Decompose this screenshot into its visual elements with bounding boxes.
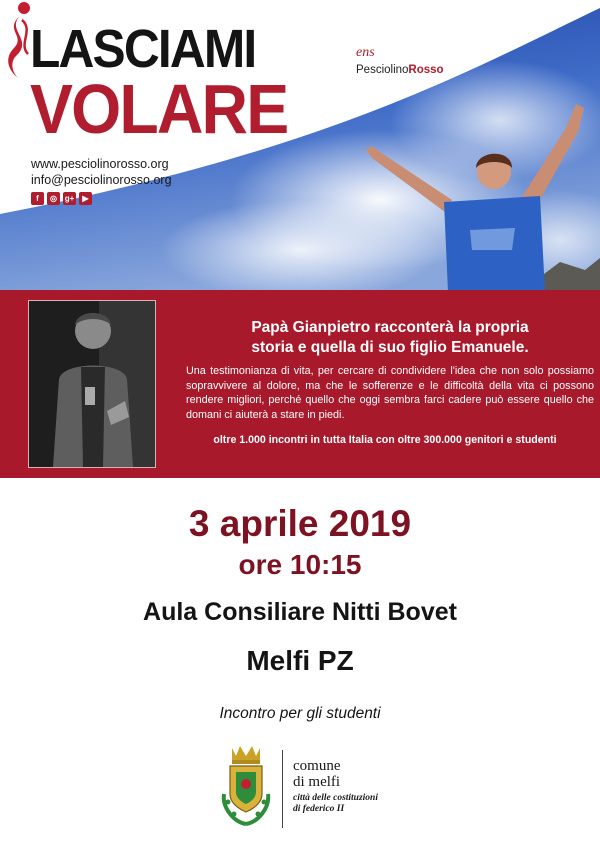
logo-name: PesciolinoRosso bbox=[356, 64, 444, 76]
pesciolino-rosso-logo-icon bbox=[0, 0, 40, 80]
facebook-icon[interactable]: f bbox=[31, 192, 44, 205]
event-subtitle: Incontro per gli studenti bbox=[219, 705, 381, 722]
event-venue: Aula Consiliare Nitti Bovet bbox=[143, 598, 457, 626]
band-heading: Papà Gianpietro racconterà la propria storia e quella di suo figlio Emanuele. bbox=[251, 319, 529, 356]
title-line-2: VOLARE bbox=[30, 70, 288, 148]
speaker-photo bbox=[28, 300, 156, 468]
comune-crest-icon bbox=[214, 744, 278, 830]
comune-line-2: di melfi bbox=[293, 774, 341, 790]
youtube-icon[interactable]: ▶ bbox=[79, 192, 92, 205]
comune-line-3: città delle costituzioni bbox=[293, 793, 378, 803]
comune-line-4: di federico II bbox=[293, 804, 345, 814]
instagram-icon[interactable]: ◎ bbox=[47, 192, 60, 205]
comune-line-1: comune bbox=[293, 758, 341, 774]
event-time: ore 10:15 bbox=[238, 549, 362, 580]
title-line-1: LASCIAMI bbox=[30, 19, 256, 79]
speaker-portrait bbox=[29, 301, 155, 467]
logo-ens: ens bbox=[356, 45, 375, 60]
crest-divider bbox=[282, 750, 283, 828]
google-plus-icon[interactable]: g+ bbox=[64, 194, 75, 203]
email-link[interactable]: info@pesciolinorosso.org bbox=[31, 173, 172, 187]
website-link[interactable]: www.pesciolinorosso.org bbox=[31, 157, 169, 171]
band-body-text: Una testimonianza di vita, per cercare di condividere l'idea che non solo possiamo sopravvivere al dolore, ma che le sofferenze e le difficoltà della vita ci possono rendere migliori, perché quello che oggi sembra farci cadere può essere quello che domani ci aiuterà a stare in piedi. bbox=[186, 365, 594, 421]
event-date: 3 aprile 2019 bbox=[188, 503, 412, 544]
event-city: Melfi PZ bbox=[246, 645, 354, 676]
hero-banner bbox=[0, 0, 600, 292]
social-icons bbox=[31, 192, 92, 205]
band-stats: oltre 1.000 incontri in tutta Italia con oltre 300.000 genitori e studenti bbox=[213, 434, 557, 446]
